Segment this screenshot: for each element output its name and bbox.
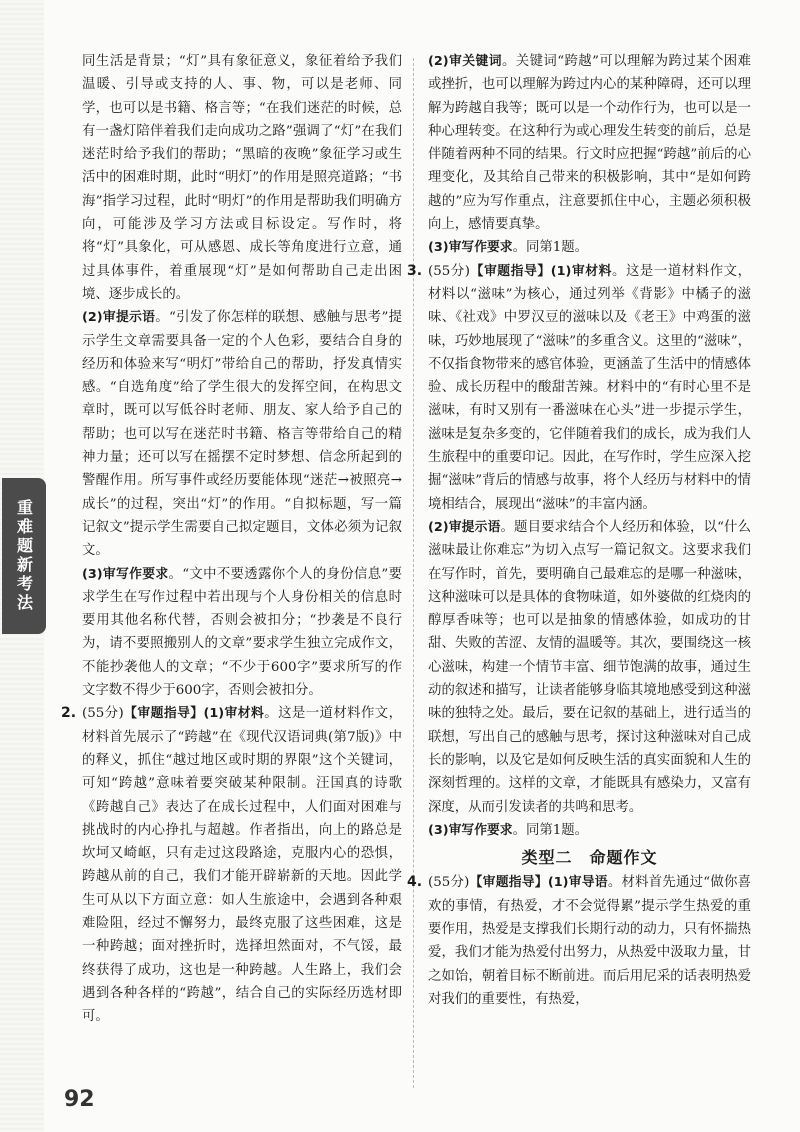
question-4	[407, 871, 751, 1011]
label-review-prompt: (2)审提示语	[428, 519, 501, 535]
section-title: 类型二 命题作文	[521, 848, 658, 868]
label-review-requirements: (3)审写作要求	[82, 566, 169, 582]
paragraph-q2-requirements	[428, 236, 751, 259]
text-review-keyword: 。关键词“跨越”可以理解为跨过某个困难或挫折，也可以理解为跨过内心的某种障碍，还可以理解为跨越自我等；既可以是一个动作行为，也可以是一种心理转变。在这种行为或心理发生转变的前后，总是伴随着两种不同的结果。行文时应把握“跨越”前后的心理变化，及其给自己带来的积极影响，其中“是如何跨越的”应为写作重点，注意要抓住中心，主题必须积极向上，感情要真挚。	[428, 54, 751, 233]
guide-label: 【审题指导】	[123, 706, 204, 722]
guide-label: 【审题指导】	[469, 875, 548, 891]
page-number: 92	[64, 1087, 95, 1112]
score: (55分)	[82, 706, 124, 722]
left-column	[61, 50, 403, 1028]
guide-label: 【审题指导】	[470, 263, 551, 279]
text-review-requirements: 。“文中不要透露你个人的身份信息”要求学生在写作过程中若出现与个人身份相关的信息时要用其他名称代替，否则会被扣分；“抄袭是不良行为，请不要照搬别人的文章”要求学生独立完成作文，不能抄袭他人的文章；“不少于600字”要求所写的作文字数不得少于600字，否则会被扣分。	[82, 566, 402, 699]
question-number: 4.	[407, 874, 423, 891]
label-review-intro: (1)审导语	[547, 875, 608, 891]
paragraph-q2-keyword	[428, 50, 751, 236]
question-3	[407, 260, 752, 516]
text-review-material: 。这是一道材料作文，材料首先展示了“跨越”在《现代汉语词典(第7版)》中的释义，抓住“越过地区或时期的界限”这个关键词，可知“跨越”意味着要突破某种限制。汪国真的诗歌《跨越自己》表达了在成长过程中，人们面对困难与挑战时的内心挣扎与超越。作者指出，向上的路总是坎坷又崎岖，只有走过这段路途，克服内心的恐惧，跨越从前的自己，我们才能开辟崭新的天地。因此学生可从以下方面立意：如人生旅途中，会遇到各种艰难险阻，经过不懈努力，最终克服了这些困难，这是一种跨越；面对挫折时，选择坦然面对，不气馁，最终获得了成功，这也是一种跨越。人生路上，我们会遇到各种各样的“跨越”，结合自己的实际经历选材即可。	[82, 706, 403, 1025]
paragraph-q3-prompt	[428, 516, 751, 819]
side-tab	[2, 478, 46, 634]
right-column	[407, 50, 752, 1011]
side-tab-label: 重难题新考法	[14, 499, 34, 613]
text-review-material: 。这是一道材料作文，材料以“滋味”为核心，通过列举《背影》中橘子的滋味、《社戏》中罗汉豆的滋味以及《老王》中鸡蛋的滋味，巧妙地展现了“滋味”的多重含义。这里的“滋味”，不仅指食物带来的感官体验，更涵盖了生活中的情感体验、成长历程中的酸甜苦辣。材料中的“有时心里不是滋味，有时又别有一番滋味在心头”进一步提示学生，滋味是复杂多变的，它伴随着我们的成长，成为我们人生旅程中的重要印记。因此，在写作时，学生应深入挖掘“滋味”背后的情感与故事，将个人经历与材料中的情境相结合，展现出“滋味”的丰富内涵。	[428, 263, 752, 512]
column-divider	[413, 58, 414, 1088]
paragraph-q1-requirements	[82, 563, 402, 703]
question-number: 2.	[61, 705, 77, 722]
paragraph-q1-continuation: 同生活是背景；“灯”具有象征意义，象征着给予我们温暖、引导或支持的人、事、物，可以是老师、同学，也可以是书籍、格言等；“在我们迷茫的时候，总有一盏灯陪伴着我们走向成功之路”强调了“灯”在我们迷茫时给予我们的帮助；“黑暗的夜晚”象征学习或生活中的困难时期，此时“明灯”的作用是照亮道路；“书海”指学习过程，此时“明灯”的作用是帮助我们明确方向，可能涉及学习方法或目标设定。写作时，将将“灯”具象化，可从感恩、成长等角度进行立意，通过具体事件，着重展现“灯”是如何帮助自己走出困境、逐步成长的。	[82, 54, 402, 302]
text-review-prompt: 。“引发了你怎样的联想、感触与思考”提示学生文章需要具备一定的个人色彩，要结合自身的经历和体验来写“明灯”带给自己的帮助，抒发真情实感。“自选角度”给了学生很大的发挥空间，在构思文章时，既可以写低谷时老师、朋友、家人给予自己的帮助；也可以写在迷茫时书籍、格言等带给自己的精神力量；还可以写在摇摆不定时梦想、信念所起到的警醒作用。所写事件或经历要能体现“迷茫→被照亮→成长”的过程，突出“灯”的作用。“自拟标题，写一篇记叙文”提示学生需要自己拟定题目，文体必须为记叙文。	[82, 310, 402, 559]
score: (55分)	[428, 263, 471, 279]
text-review-requirements: 。同第1题。	[512, 240, 589, 256]
label-review-keyword: (2)审关键词	[428, 54, 502, 69]
text-review-prompt: 。题目要求结合个人经历和体验，以“什么滋味最让你难忘”为切入点写一篇记叙文。这要求我们在写作时，首先，要明确自己最难忘的是哪一种滋味，这种滋味可以是具体的食物味道，如外婆做的红烧肉的醇厚香味等；也可以是抽象的情感体验，如成功的甘甜、失败的苦涩、友情的温暖等。其次，要围绕这一核心滋味，构建一个情节丰富、细节饱满的故事，通过生动的叙述和描写，让读者能够身临其境地感受到这种滋味的独特之处。最后，要在记叙的基础上，进行适当的联想，写出自己的感触与思考，探讨这种滋味对自己成长的影响，以及它是如何反映生活的真实面貌和人生的深刻哲理的。这样的文章，才能既具有感染力，又富有深度，从而引发读者的共鸣和思考。	[428, 519, 751, 815]
paragraph-q4-guide	[428, 871, 751, 1011]
text-review-intro: 。材料首先通过“做你喜欢的事情，有热爱，才不会觉得累”提示学生热爱的重要作用，热爱是支撑我们长期行动的动力，只有怀揣热爱，我们才能为热爱付出努力，从热爱中汲取力量，甘之如饴，朝着目标不断前进。而后用尼采的话表明热爱对我们的重要性，有热爱，	[428, 875, 751, 1007]
paragraph-q2-material	[82, 702, 402, 1028]
paragraph-q1-prompt	[82, 306, 402, 562]
question-2	[61, 702, 403, 1028]
label-review-requirements: (3)审写作要求	[428, 822, 513, 838]
label-review-prompt: (2)审提示语	[82, 310, 156, 326]
label-review-material: (1)审材料	[203, 706, 265, 722]
text-review-requirements: 。同第1题。	[512, 822, 589, 838]
label-review-requirements: (3)审写作要求	[428, 240, 513, 256]
label-review-material: (1)审材料	[550, 263, 613, 279]
paragraph-q3-material	[428, 260, 751, 516]
paragraph-q3-requirements	[428, 819, 751, 842]
score: (55分)	[428, 875, 470, 891]
question-number: 3.	[407, 262, 423, 279]
